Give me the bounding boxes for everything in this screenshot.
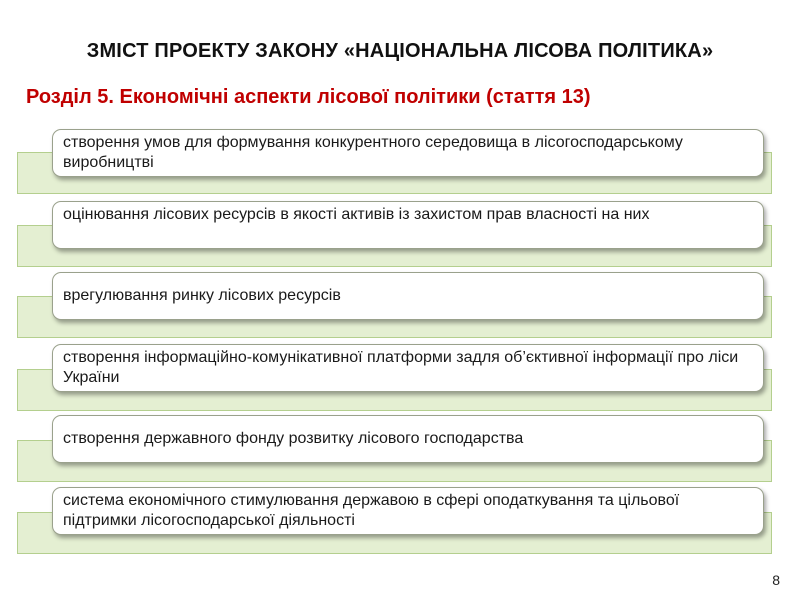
item-card: система економічного стимулювання державою в сфері оподаткування та цільової підтримки лісогосподарської діяльності: [52, 487, 764, 535]
page-number: 8: [772, 572, 780, 588]
item-card: створення державного фонду розвитку лісового господарства: [52, 415, 764, 463]
item-card: оцінювання лісових ресурсів в якості активів із захистом прав власності на них: [52, 201, 764, 249]
item-card: створення інформаційно-комунікативної платформи задля об’єктивної інформації про ліси України: [52, 344, 764, 392]
item-card: врегулювання ринку лісових ресурсів: [52, 272, 764, 320]
section-heading: Розділ 5. Економічні аспекти лісової політики (стаття 13): [26, 86, 591, 108]
slide-title: ЗМІСТ ПРОЕКТУ ЗАКОНУ «НАЦІОНАЛЬНА ЛІСОВА ПОЛІТИКА»: [86, 40, 714, 62]
item-card: створення умов для формування конкурентного середовища в лісогосподарському виробництві: [52, 129, 764, 177]
